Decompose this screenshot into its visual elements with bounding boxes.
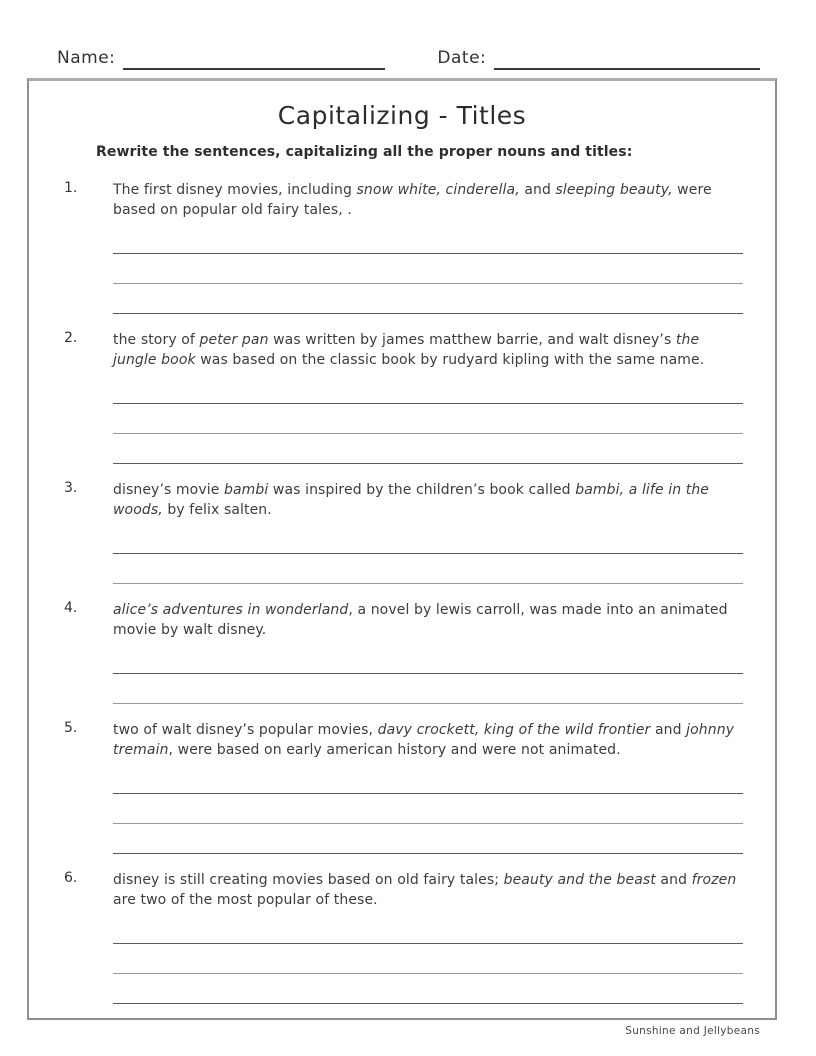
worksheet-item [64, 480, 743, 584]
title-italic-text: snow white, cinderella, [356, 182, 520, 198]
answer-line [113, 914, 743, 944]
item-sentence [113, 180, 743, 220]
worksheet-item [64, 180, 743, 314]
answer-lines [113, 524, 743, 584]
items-list [29, 180, 775, 1004]
worksheet-item [64, 720, 743, 854]
item-sentence [113, 330, 743, 370]
answer-lines [113, 644, 743, 704]
sentence-text: and [655, 872, 692, 888]
item-number: 5. [64, 720, 78, 736]
sentence-text: and [650, 722, 687, 738]
item-row [64, 870, 743, 910]
sentence-text: the story of [113, 332, 200, 348]
sentence-text: , were based on early american history and were not animated. [168, 742, 621, 758]
title-italic-text: bambi [223, 482, 269, 498]
title-italic-text: bambi, a life in the woods, [113, 482, 710, 518]
date-blank-line [494, 46, 760, 70]
sentence-text: disney’s movie [113, 482, 224, 498]
sentence-text: were based on popular old fairy tales, . [113, 182, 712, 218]
sentence-text: by felix salten. [162, 502, 272, 518]
answer-line [113, 794, 743, 824]
item-row [64, 480, 743, 520]
sentence-text: are two of the most popular of these. [113, 892, 378, 908]
sentence-text: was inspired by the children’s book called [268, 482, 576, 498]
answer-lines [113, 914, 743, 1004]
worksheet-item [64, 330, 743, 464]
item-number: 6. [64, 870, 78, 886]
sentence-text: was based on the classic book by rudyard kipling with the same name. [195, 352, 705, 368]
title-italic-text: alice’s adventures in wonderland [113, 602, 349, 618]
answer-line [113, 284, 743, 314]
sentence-text: was written by james matthew barrie, and walt disney’s [268, 332, 676, 348]
title-italic-text: the jungle book [113, 332, 700, 368]
item-sentence [113, 720, 743, 760]
item-sentence [113, 600, 743, 640]
sentence-text: , a novel by lewis carroll, was made into an animated movie by walt disney. [113, 602, 728, 638]
item-row [64, 720, 743, 760]
item-number: 4. [64, 600, 78, 616]
sentence-text: disney is still creating movies based on old fairy tales; [113, 872, 504, 888]
title-italic-text: beauty and the beast [503, 872, 656, 888]
title-italic-text: davy crockett, king of the wild frontier [377, 722, 651, 738]
item-row [64, 330, 743, 370]
answer-line [113, 554, 743, 584]
answer-lines [113, 374, 743, 464]
answer-line [113, 224, 743, 254]
item-row [64, 600, 743, 640]
title-italic-text: sleeping beauty, [555, 182, 673, 198]
item-sentence [113, 870, 743, 910]
sentence-text: two of walt disney’s popular movies, [113, 722, 378, 738]
instruction-text: Rewrite the sentences, capitalizing all the proper nouns and titles: [96, 144, 633, 160]
title-italic-text: johnny tremain [113, 722, 735, 758]
item-sentence [113, 480, 743, 520]
item-number: 3. [64, 480, 78, 496]
answer-line [113, 404, 743, 434]
page-title: Capitalizing - Titles [277, 101, 527, 130]
answer-line [113, 374, 743, 404]
sentence-text: The first disney movies, including [113, 182, 357, 198]
answer-line [113, 764, 743, 794]
answer-line [113, 644, 743, 674]
worksheet-item [64, 870, 743, 1004]
worksheet-item [64, 600, 743, 704]
answer-line [113, 254, 743, 284]
answer-lines [113, 764, 743, 854]
worksheet-box [27, 78, 777, 1020]
answer-line [113, 944, 743, 974]
item-number: 1. [64, 180, 78, 196]
date-label: Date: [437, 48, 487, 68]
answer-line [113, 674, 743, 704]
answer-line [113, 524, 743, 554]
item-number: 2. [64, 330, 78, 346]
name-label: Name: [57, 48, 116, 68]
item-row [64, 180, 743, 220]
sentence-text: and [519, 182, 556, 198]
footer-credit: Sunshine and Jellybeans [625, 1025, 760, 1037]
answer-line [113, 824, 743, 854]
answer-lines [113, 224, 743, 314]
name-blank-line [123, 46, 385, 70]
answer-line [113, 974, 743, 1004]
name-date-row [0, 0, 816, 70]
title-italic-text: frozen [691, 872, 737, 888]
answer-line [113, 434, 743, 464]
title-italic-text: peter pan [199, 332, 269, 348]
